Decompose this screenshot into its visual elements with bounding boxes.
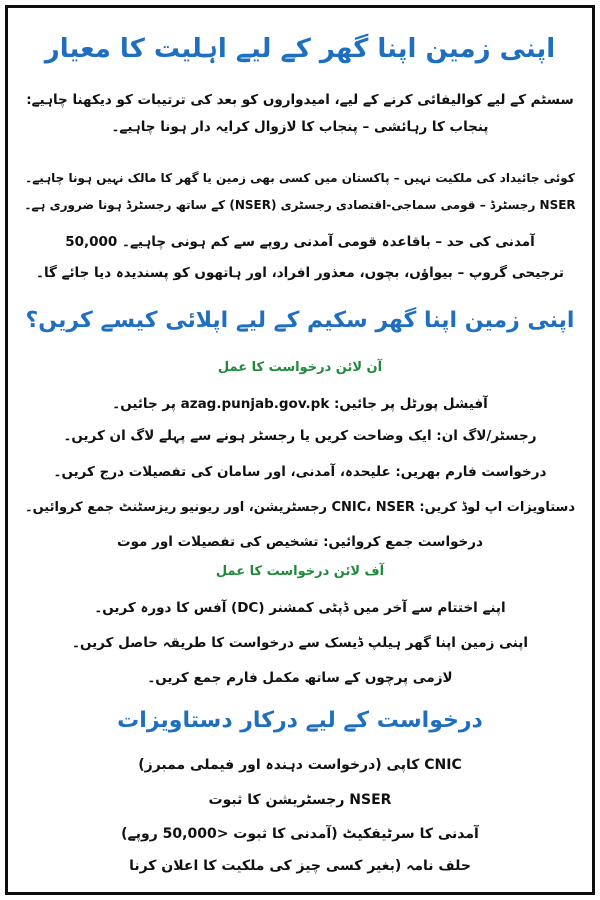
main-title: اپنی زمین اپنا گھر کے لیے اہلیت کا معیار (44, 34, 556, 64)
online-step: درخواست جمع کروائیں: تشخیص کی تفصیلات اور موت (117, 534, 483, 550)
offline-step: لازمی پرچوں کے ساتھ مکمل فارم جمع کریں۔ (147, 670, 453, 686)
online-heading: آن لائن درخواست کا عمل (217, 360, 383, 375)
offline-step: اپنے اختتام سے آخر میں ڈپٹی کمشنر (DC) آفس کا دورہ کریں۔ (94, 600, 506, 616)
eligibility-item: آمدنی کی حد – باقاعدہ قومی آمدنی روپے سے کم ہونی چاہیے۔ 50,000 (65, 234, 535, 250)
online-step: رجسٹر/لاگ ان: ایک وضاحت کریں یا رجسٹر ہونے سے پہلے لاگ ان کریں۔ (63, 428, 537, 444)
documents-title: درخواست کے لیے درکار دستاویزات (117, 708, 483, 733)
eligibility-item: NSER رجسٹرڈ – قومی سماجی-اقتصادی رجسٹری (NSER) کے ساتھ رجسٹرڈ ہونا ضروری ہے۔ (24, 198, 576, 212)
document-item: حلف نامہ (بغیر کسی چیز کی ملکیت کا اعلان کرنا (129, 858, 471, 874)
eligibility-item: کوئی جائیداد کی ملکیت نہیں – پاکستان میں کسی بھی زمین یا گھر کا مالک نہیں ہونا چاہیے۔ (25, 171, 575, 185)
eligibility-item: پنجاب کا رہائشی – پنجاب کا لازوال کرایہ دار ہونا چاہیے۔ (111, 119, 489, 135)
online-step: آفیشل پورٹل پر جائیں: azag.punjab.gov.pk پر جائیں۔ (112, 396, 488, 412)
offline-step: اپنی زمین اپنا گھر ہیلپ ڈیسک سے درخواست کا طریقہ حاصل کریں۔ (72, 635, 528, 651)
online-step: درخواست فارم بھریں: علیحدہ، آمدنی، اور سامان کی تفصیلات درج کریں۔ (53, 464, 547, 480)
online-step: دستاویزات اپ لوڈ کریں: CNIC، NSER رجسٹریشن، اور ریونیو ریزسٹنٹ جمع کروائیں۔ (24, 500, 575, 515)
apply-title: اپنی زمین اپنا گھر سکیم کے لیے اپلائی کیسے کریں؟ (25, 308, 575, 333)
eligibility-intro: سسٹم کے لیے کوالیفائی کرنے کے لیے، امیدواروں کو بعد کی ترتیبات کو دیکھنا چاہیے: (26, 92, 574, 108)
eligibility-item: ترجیحی گروپ – بیواؤں، بچوں، معذور افراد، اور ہاتھوں کو پسندیدہ دیا جائے گا۔ (36, 265, 564, 281)
offline-heading: آف لائن درخواست کا عمل (215, 564, 385, 579)
document-item: آمدنی کا سرٹیفکیٹ (آمدنی کا ثبوت <50,000 روپے) (121, 826, 479, 842)
document-item: NSER رجسٹریشن کا ثبوت (208, 792, 392, 808)
document-item: CNIC کاپی (درخواست دہندہ اور فیملی ممبرز) (138, 757, 462, 773)
